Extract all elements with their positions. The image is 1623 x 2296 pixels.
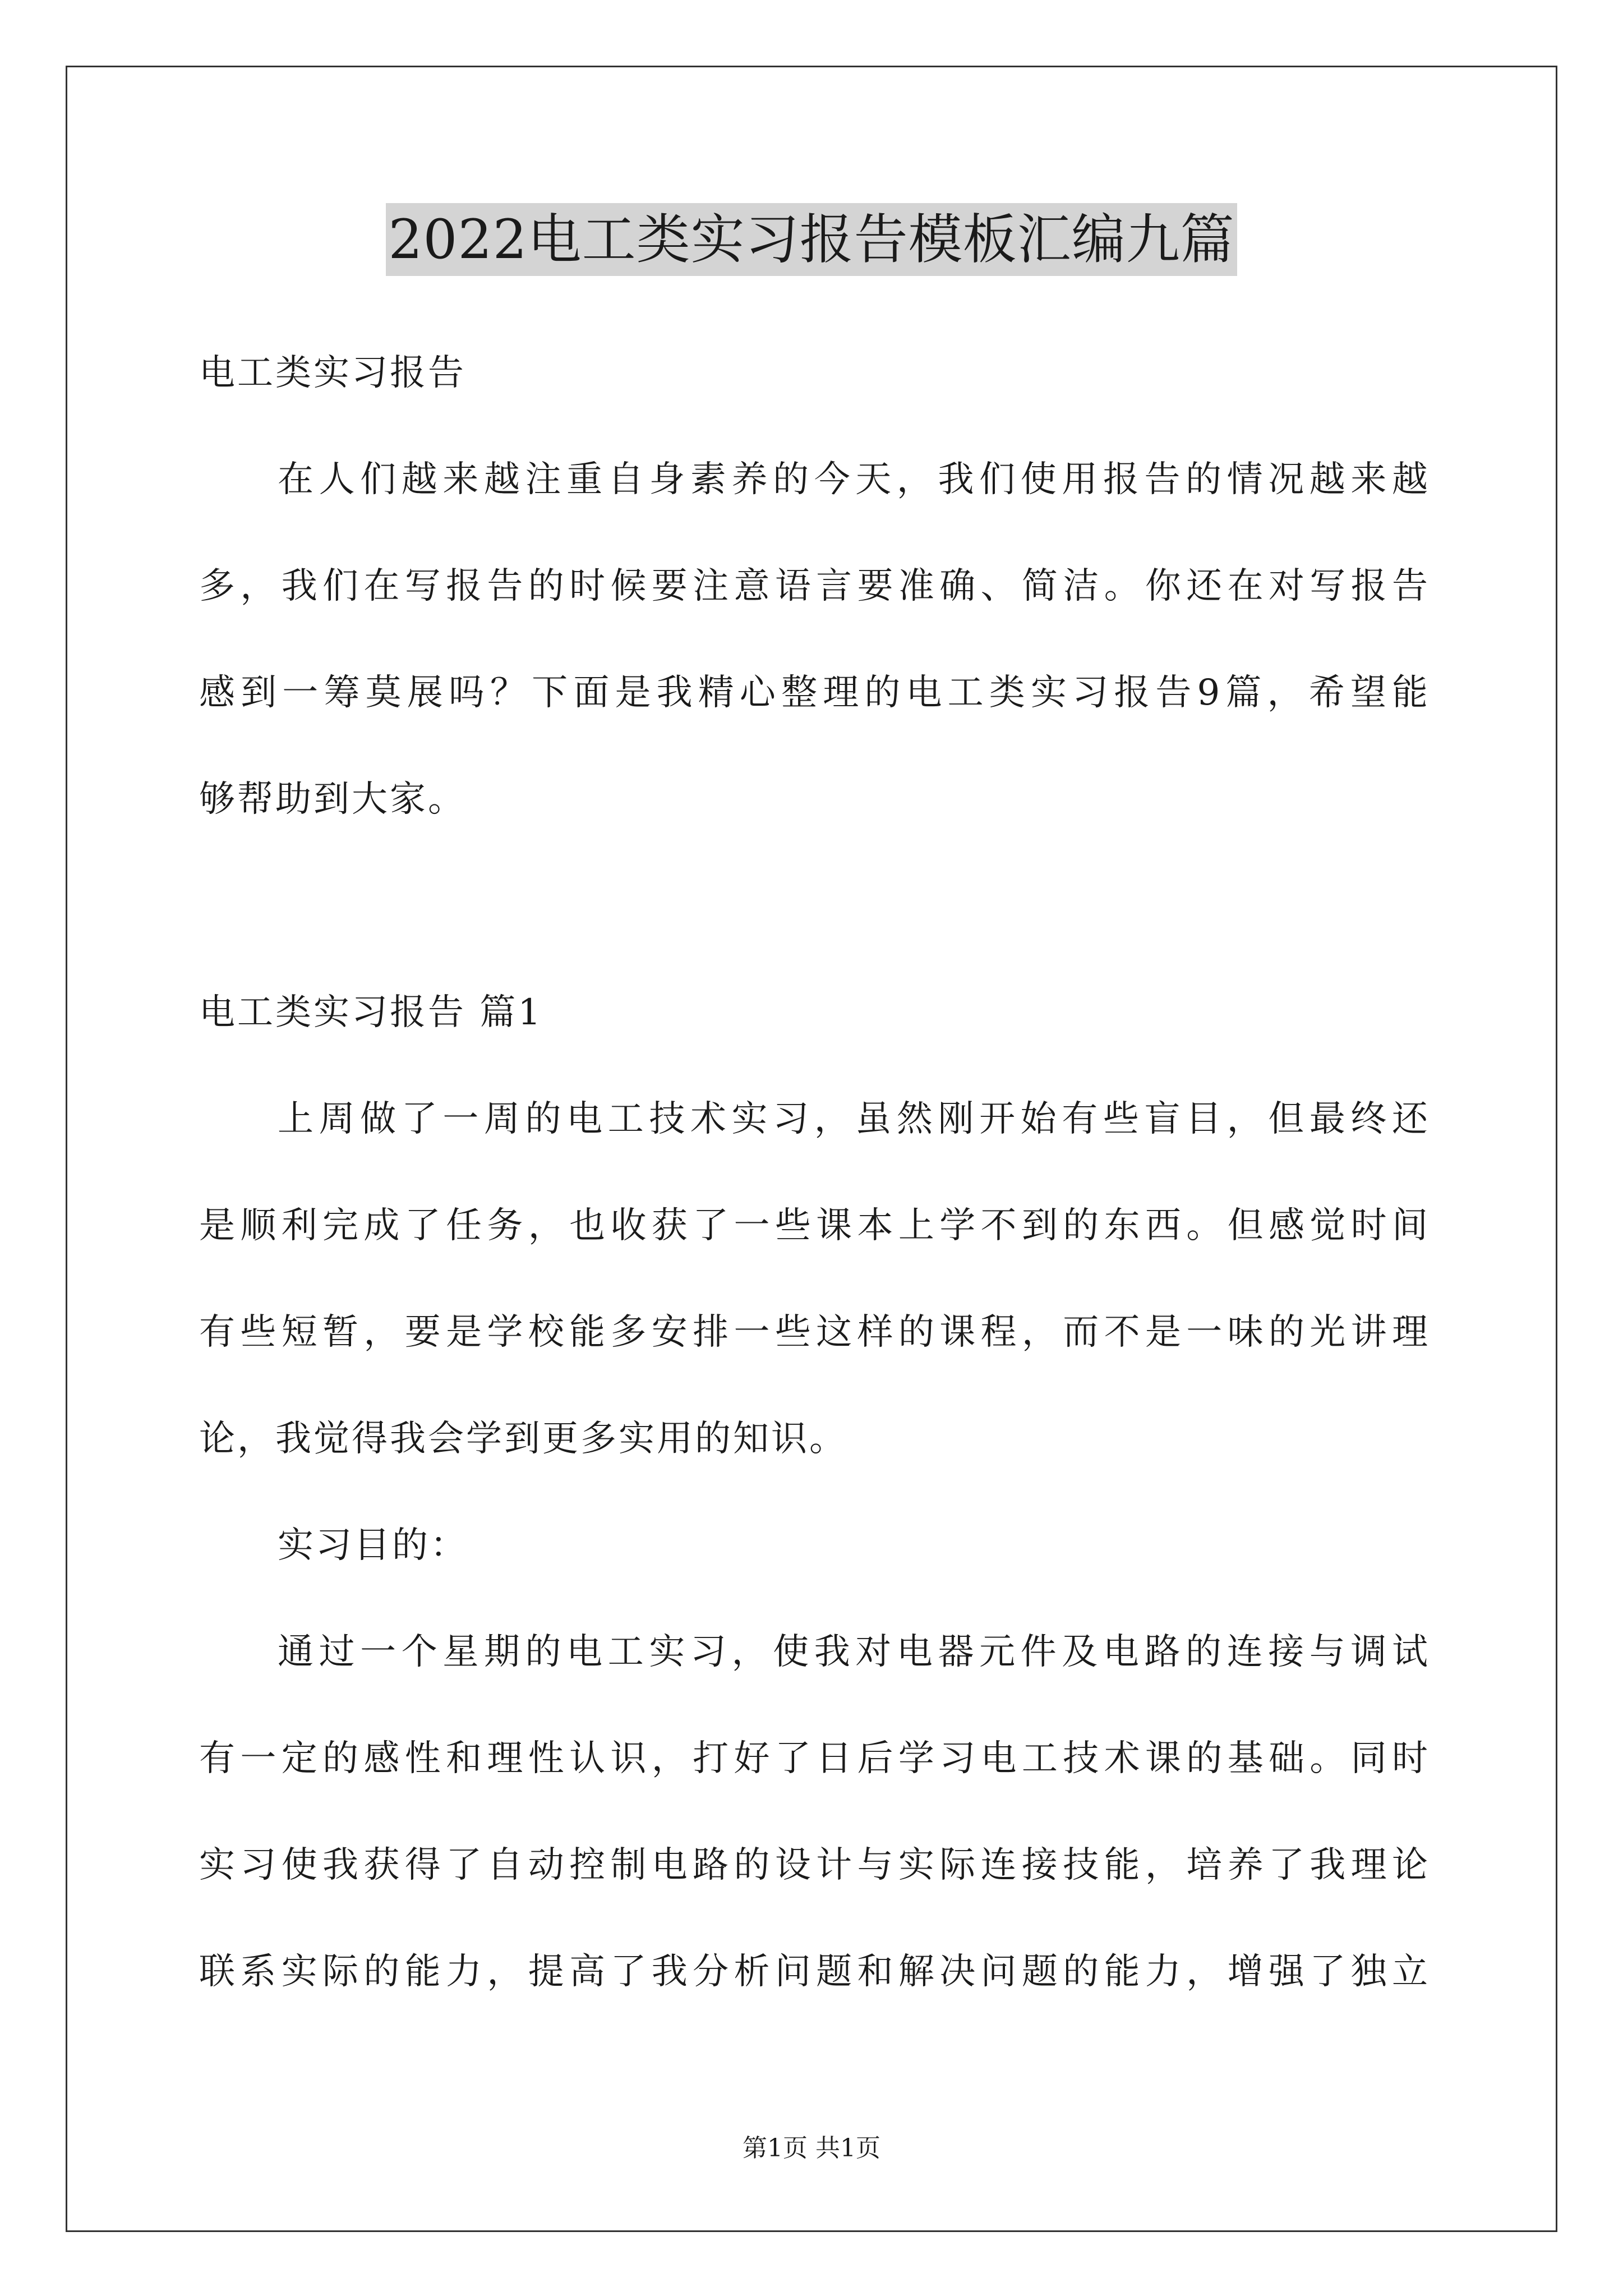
section1-para1-line: 是顺利完成了任务，也收获了一些课本上学不到的东西。但感觉时间 — [199, 1205, 1430, 1246]
document-body — [199, 320, 1430, 2025]
section1-para1-line: 有些短暂，要是学校能多安排一些这样的课程，而不是一味的光讲理 — [199, 1312, 1430, 1353]
page-footer: 第1页 共1页 — [743, 2134, 880, 2162]
intro-line: 在人们越来越注重自身素养的今天，我们使用报告的情况越来越 — [278, 459, 1430, 500]
document-title-wrapper — [0, 203, 1623, 276]
intro-line: 够帮助到大家。 — [199, 779, 466, 820]
document-title: 2022电工类实习报告模板汇编九篇 — [386, 203, 1237, 276]
section-heading: 电工类实习报告 — [199, 352, 466, 394]
section1-heading: 电工类实习报告 篇1 — [199, 992, 543, 1033]
section1-subheading: 实习目的： — [278, 1525, 468, 1566]
section1-para2-line: 联系实际的能力，提高了我分析问题和解决问题的能力，增强了独立 — [199, 1951, 1430, 1993]
paragraph-gap — [199, 853, 1430, 959]
section1-para2-line: 通过一个星期的电工实习，使我对电器元件及电路的连接与调试 — [278, 1631, 1430, 1673]
intro-line: 多，我们在写报告的时候要注意语言要准确、简洁。你还在对写报告 — [199, 565, 1430, 607]
section1-para2-line: 实习使我获得了自动控制电路的设计与实际连接技能，培养了我理论 — [199, 1844, 1430, 1886]
section1-para1-line: 论，我觉得我会学到更多实用的知识。 — [199, 1418, 847, 1460]
section1-para1-line: 上周做了一周的电工技术实习，虽然刚开始有些盲目，但最终还 — [278, 1098, 1430, 1140]
intro-line: 感到一筹莫展吗？下面是我精心整理的电工类实习报告9篇，希望能 — [199, 672, 1430, 714]
section1-para2-line: 有一定的感性和理性认识，打好了日后学习电工技术课的基础。同时 — [199, 1738, 1430, 1779]
